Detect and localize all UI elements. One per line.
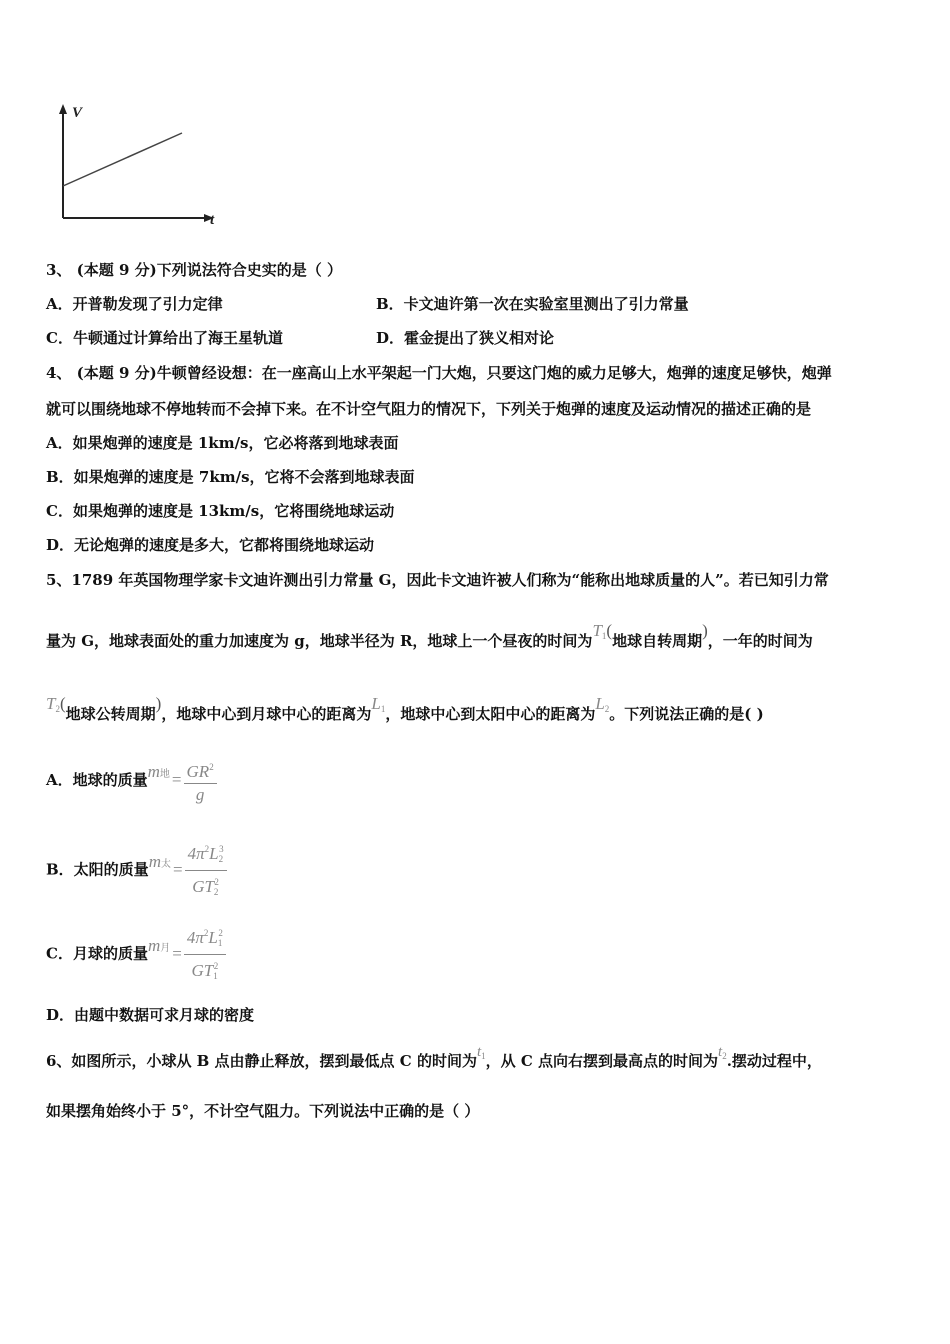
q5-option-b: B．太阳的质量m太 = $\frac{4\pi^2L_2^3}{GT_2^2}$ xyxy=(46,838,227,890)
q3-option-d: D．霍金提出了狭义相对论 xyxy=(376,329,555,347)
q3-option-c: C．牛顿通过计算给出了海王星轨道 xyxy=(46,329,283,347)
x-axis-label: t xyxy=(210,212,215,228)
symbol-L2: $L_2$ xyxy=(595,694,610,714)
v-t-line xyxy=(63,133,182,186)
q4-option-d: D．无论炮弹的速度是多大，它都将围绕地球运动 xyxy=(46,536,375,554)
symbol-t2: $t_2$ xyxy=(718,1044,727,1061)
symbol-L1: $L_1$ xyxy=(371,694,386,714)
q5-option-d: D．由题中数据可求月球的密度 xyxy=(46,1006,255,1024)
q4-option-c: C．如果炮弹的速度是 13km/s，它将围绕地球运动 xyxy=(46,502,395,520)
symbol-T1: $T_1$ xyxy=(592,621,607,641)
q5-line2: 量为 G，地球表面处的重力加速度为 g，地球半径为 R，地球上一个昼夜的时间为$T_1$(地球自转周期)，一年的时间为 xyxy=(46,624,813,663)
formula-sun-mass: $\frac{4\pi^2L_2^3}{GT_2^2}$ xyxy=(185,838,227,903)
q5-option-a: A．地球的质量m地 = $\frac{GR^2}{g}$ xyxy=(46,754,217,806)
q3-option-a: A．开普勒发现了引力定律 xyxy=(46,295,223,313)
q4-option-b: B．如果炮弹的速度是 7km/s，它将不会落到地球表面 xyxy=(46,468,415,486)
y-axis-arrow-icon xyxy=(59,104,67,114)
symbol-t1: $t_1$ xyxy=(476,1044,486,1061)
symbol-T2: $T_2$ xyxy=(46,694,60,714)
vt-graph xyxy=(50,100,225,230)
q4-stem-line1: 4、 (本题 9 分)牛顿曾经设想：在一座高山上水平架起一门大炮，只要这门炮的威力足够大，炮弹的速度足够快，炮弹 xyxy=(46,364,832,382)
y-axis-label: V xyxy=(72,105,83,121)
q5-line3: $T_2$(地球公转周期)，地球中心到月球中心的距离为$L_1$，地球中心到太阳中心的距离为$L_2$。下列说法正确的是( ) xyxy=(46,697,764,736)
formula-moon-mass: $\frac{4\pi^2L_1^2}{GT_1^2}$ xyxy=(184,922,226,987)
q4-stem-line2: 就可以围绕地球不停地转而不会掉下来。在不计空气阻力的情况下，下列关于炮弹的速度及运动情况的描述正确的是 xyxy=(46,400,812,418)
symbol-m-earth: m地 xyxy=(147,762,170,781)
symbol-m-moon: m月 xyxy=(147,935,171,955)
q3-options-row1 xyxy=(46,294,689,314)
q3-options-row2 xyxy=(46,328,555,348)
q3-option-b: B．卡文迪许第一次在实验室里测出了引力常量 xyxy=(376,295,689,313)
q3-stem: 3、 (本题 9 分)下列说法符合史实的是（ ） xyxy=(46,261,342,279)
symbol-m-sun: m太 xyxy=(148,851,171,871)
formula-earth-mass: $\frac{GR^2}{g}$ xyxy=(184,756,217,806)
q6-line1: 6、如图所示，小球从 B 点由静止释放，摆到最低点 C 的时间为$t_1$，从 C 点向右摆到最高点的时间为$t_2$.摆动过程中， xyxy=(46,1044,822,1083)
q5-option-c: C．月球的质量m月 = $\frac{4\pi^2L_1^2}{GT_1^2}$ xyxy=(46,922,226,974)
q6-line2: 如果摆角始终小于 5°，不计空气阻力。下列说法中正确的是（ ） xyxy=(46,1102,480,1120)
q5-line1: 5、1789 年英国物理学家卡文迪许测出引力常量 G，因此卡文迪许被人们称为“能称出地球质量的人”。若已知引力常 xyxy=(46,571,829,589)
q4-option-a: A．如果炮弹的速度是 1km/s，它必将落到地球表面 xyxy=(46,434,399,452)
